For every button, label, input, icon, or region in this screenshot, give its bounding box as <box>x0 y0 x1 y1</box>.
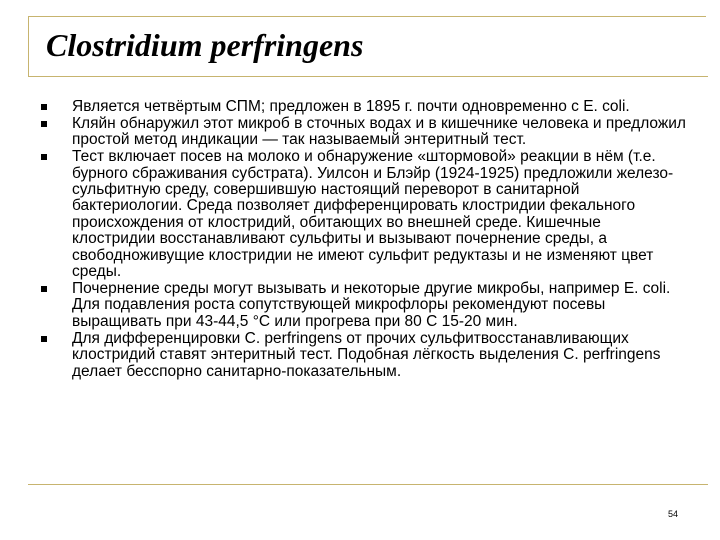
square-bullet-icon <box>41 336 47 342</box>
page-number: 54 <box>667 509 678 519</box>
bullet-text: Для дифференцировки C. perfringens от прочих сульфитвосстанавливающих клостридий ставят энтеритный тест. Подобная лёгкость выделения C. perfringens делает бесспорно санитарно-показательным. <box>72 329 661 380</box>
bullet-item <box>40 331 688 380</box>
bullet-item <box>40 281 688 330</box>
bullet-text: Почернение среды могут вызывать и некоторые другие микробы, например E. coli. Для подавления роста сопутствующей микрофлоры рекомендуют посевы выращивать при 43-44,5 °С или прогрева при 80 С 15-20 мин. <box>72 279 671 330</box>
bullet-list <box>40 99 688 380</box>
top-frame-line <box>28 16 706 17</box>
square-bullet-icon <box>41 286 47 292</box>
square-bullet-icon <box>41 104 47 110</box>
bullet-item <box>40 116 688 149</box>
title-divider <box>28 76 708 77</box>
bullet-item <box>40 99 688 115</box>
bullet-text: Кляйн обнаружил этот микроб в сточных водах и в кишечнике человека и предложил простой метод индикации — так называемый энтеритный тест. <box>72 114 686 149</box>
square-bullet-icon <box>41 154 47 160</box>
slide-title: Clostridium perfringens <box>46 27 364 63</box>
bottom-divider <box>28 484 708 485</box>
left-frame-line <box>28 16 29 76</box>
bullet-item <box>40 149 688 280</box>
bullet-text: Тест включает посев на молоко и обнаружение «штормовой» реакции в нём (т.е. бурного сбраживания субстрата). Уилсон и Блэйр (1924-1925) предложили железо-сульфитную среду, совершившую настоящий переворот в санитарной бактериологии. Среда позволяет дифференцировать клостридии фекального происхождения от клостридий, обитающих во внешней среде. Кишечные клостридии восстанавливают сульфиты и вызывают почернение среды, а свободноживущие клостридии не имеют сульфит редуктазы и не изменяют цвет среды. <box>72 148 674 281</box>
square-bullet-icon <box>41 121 47 127</box>
bullet-text: Является четвёртым СПМ; предложен в 1895 г. почти одновременно с E. coli. <box>72 98 630 115</box>
